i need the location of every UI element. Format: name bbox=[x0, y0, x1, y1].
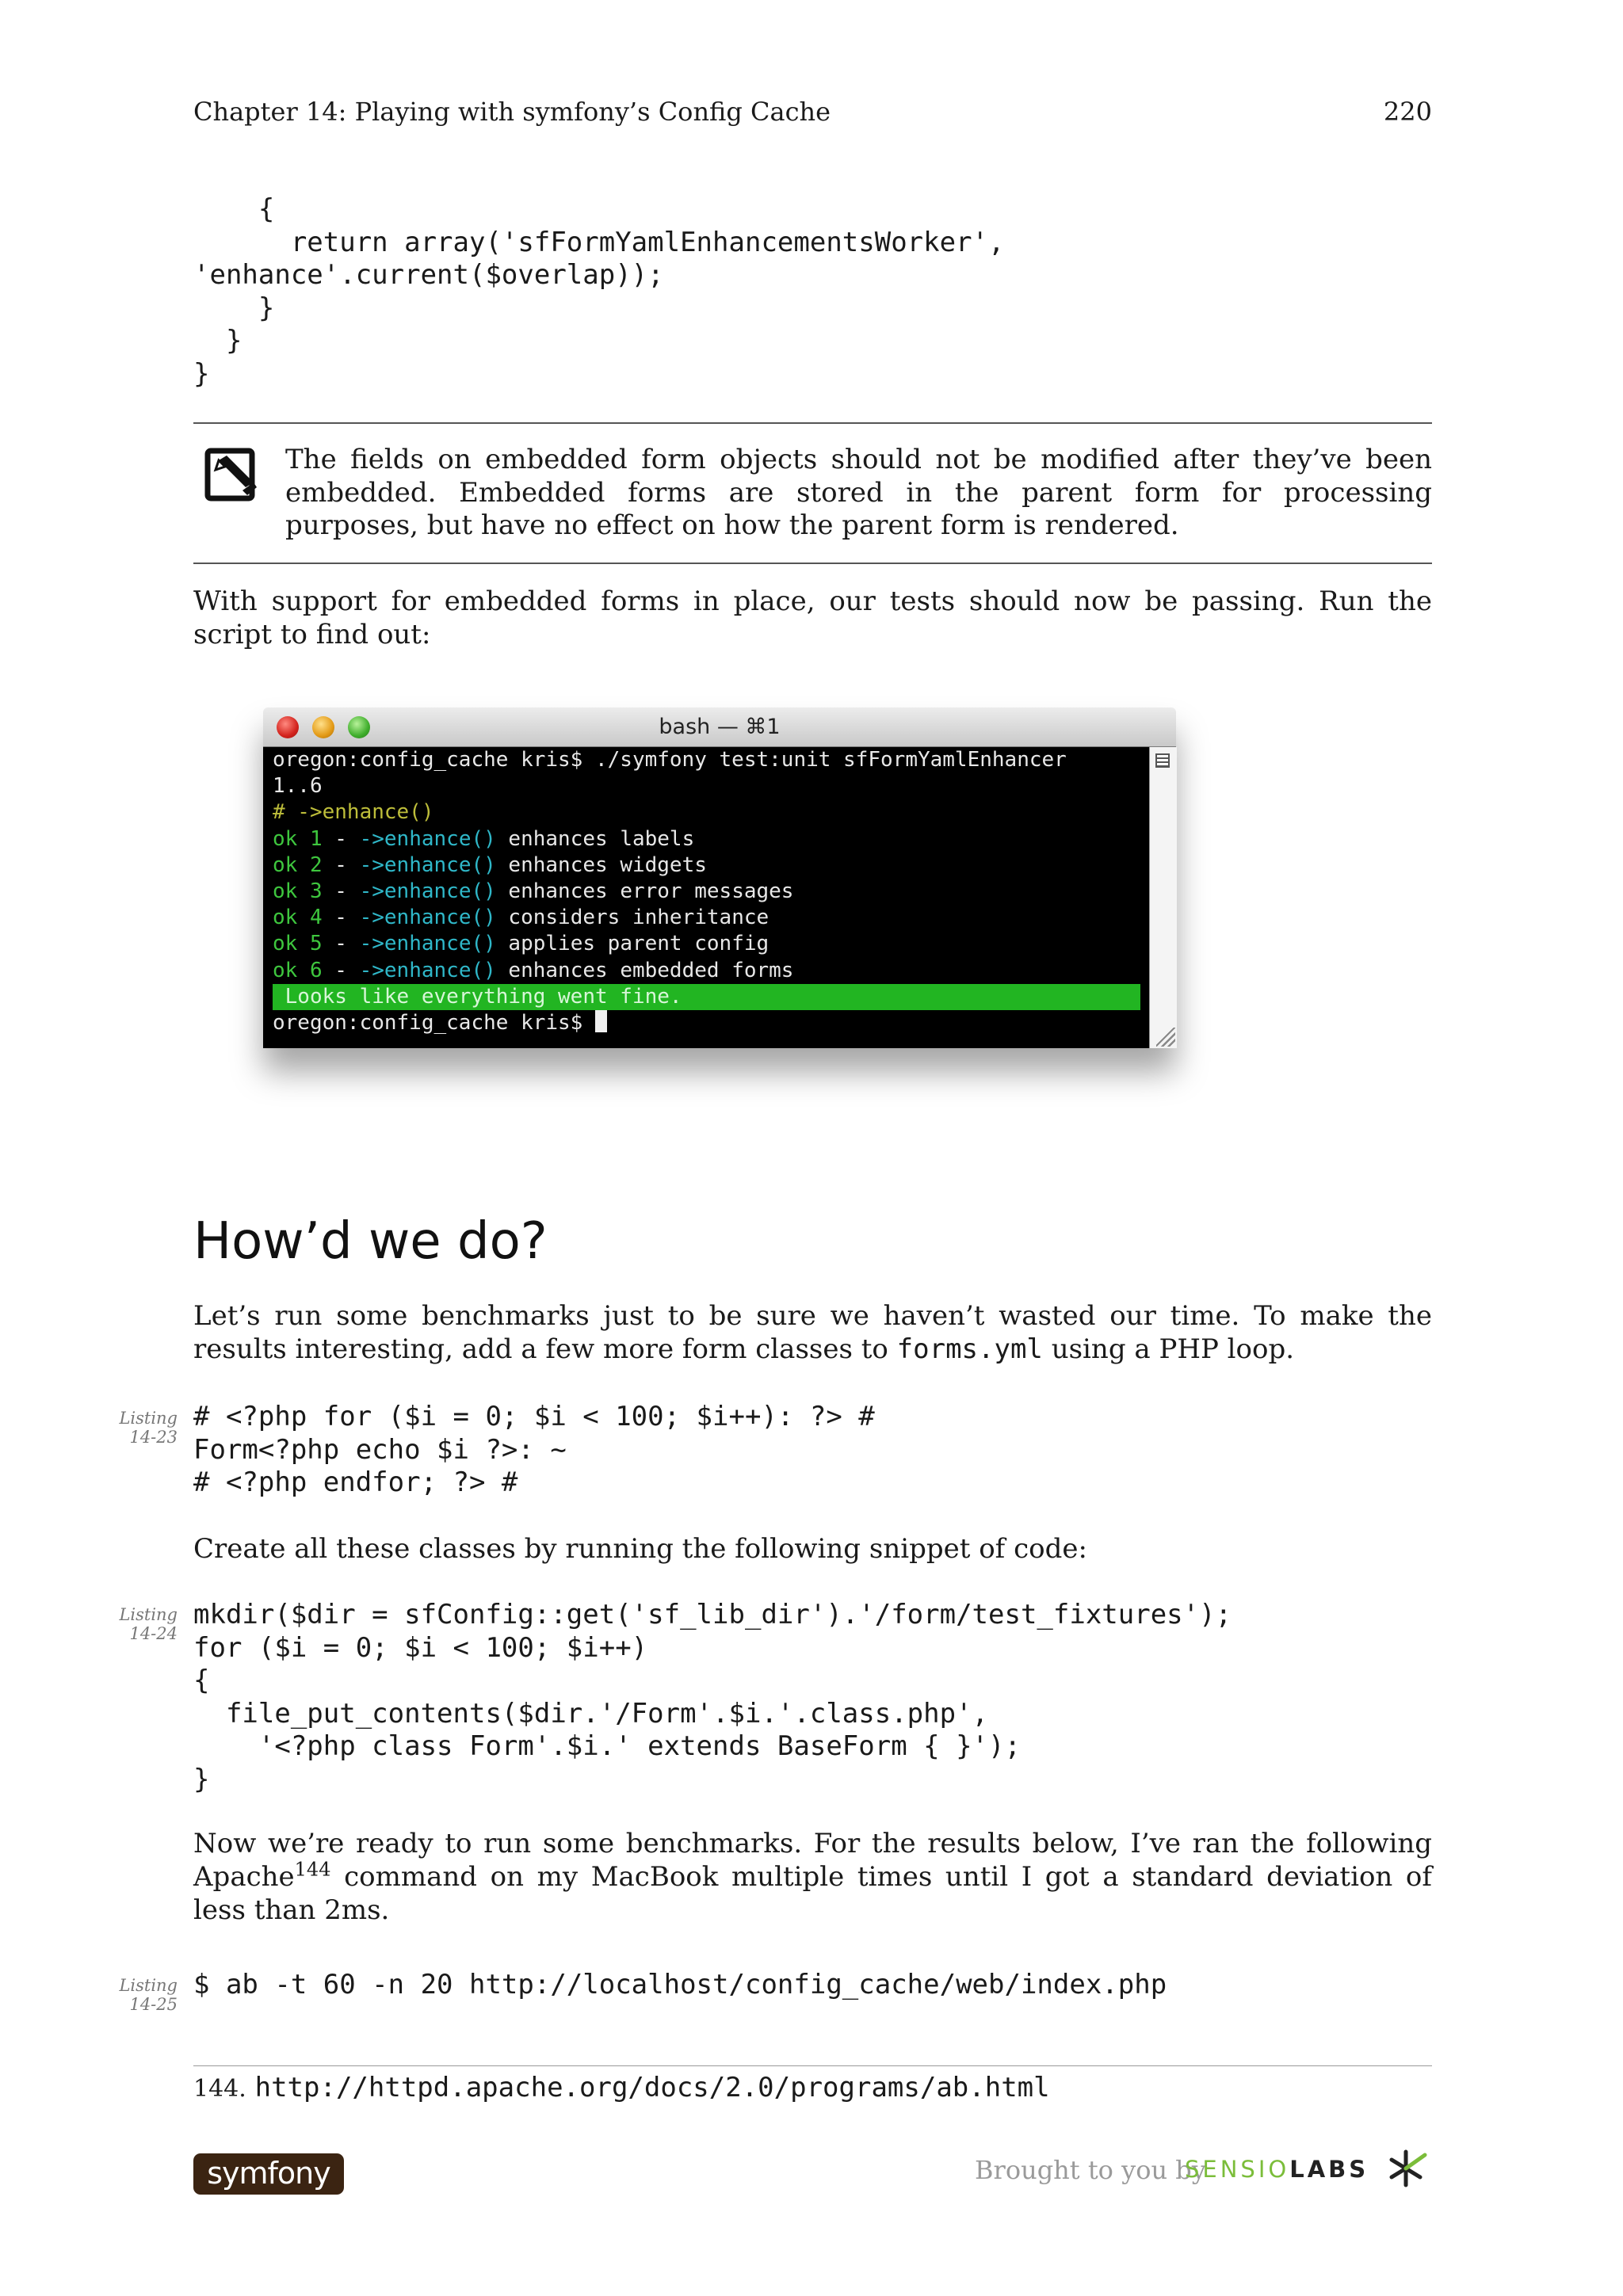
pencil-note-icon bbox=[204, 446, 258, 503]
code-line: } bbox=[193, 357, 210, 390]
code-line: { bbox=[193, 1665, 210, 1696]
code-line: file_put_contents($dir.'/Form'.$i.'.class.php', bbox=[193, 1697, 989, 1730]
code-line: Form<?php echo $i ?>: ~ bbox=[193, 1433, 567, 1466]
code-line: 'enhance'.current($overlap)); bbox=[193, 259, 664, 291]
page-number: 220 bbox=[1383, 97, 1432, 127]
brought-to-you-text: Brought to you by bbox=[975, 2155, 1206, 2185]
listing-label: Listing 14-23 bbox=[119, 1409, 178, 1447]
code-line: for ($i = 0; $i < 100; $i++) bbox=[193, 1631, 648, 1664]
paragraph: Now we’re ready to run some benchmarks. For the results below, I’ve ran the following Apache$^{144}$ command on my MacBook multiple times until I got a standard deviation of less than 2ms. bbox=[193, 1828, 1432, 1926]
terminal-title: bash — ⌘1 bbox=[659, 715, 781, 739]
terminal-scrollbar bbox=[1149, 747, 1177, 1048]
resize-grip-icon bbox=[1156, 1028, 1175, 1047]
terminal-line: # ->enhance() bbox=[273, 800, 434, 825]
terminal-test-line: ok 4 - ->enhance() considers inheritance bbox=[273, 906, 769, 930]
terminal-window bbox=[263, 707, 1176, 1048]
code-block-top bbox=[193, 193, 1005, 391]
paragraph: Let’s run some benchmarks just to be sure we haven’t wasted our time. To make the results interesting, add a few more form classes to forms.yml using a PHP loop. bbox=[193, 1300, 1432, 1365]
footnote-ref[interactable]: 144 bbox=[294, 1858, 331, 1881]
terminal-line: 1..6 bbox=[273, 774, 323, 799]
listing-label: Listing 14-25 bbox=[119, 1976, 178, 2014]
paragraph: With support for embedded forms in place, our tests should now be passing. Run the script to find out: bbox=[193, 585, 1432, 650]
code-line: # <?php for ($i = 0; $i < 100; $i++): ?> # bbox=[193, 1401, 875, 1432]
terminal-cursor bbox=[595, 1010, 607, 1032]
note-text: The fields on embedded form objects should not be modified after they’ve been embedded. Embedded forms are stored in the parent form for processing purposes, but have no effect on how the parent form is rendered. bbox=[285, 444, 1432, 541]
code-listing-14-24 bbox=[193, 1599, 1232, 1796]
terminal-success-banner: Looks like everything went fine. bbox=[273, 984, 1140, 1010]
symfony-logo: symfony bbox=[193, 2153, 344, 2195]
code-line: $ ab -t 60 -n 20 http://localhost/config_cache/web/index.php bbox=[193, 1969, 1167, 2000]
note-divider-bottom bbox=[193, 563, 1432, 564]
inline-code: forms.yml bbox=[896, 1333, 1043, 1365]
terminal-prompt: oregon:config_cache kris$ bbox=[273, 1010, 1140, 1036]
code-line: } bbox=[193, 1763, 210, 1795]
code-line: } bbox=[193, 292, 275, 324]
code-line: { bbox=[193, 193, 275, 225]
footnote-link[interactable]: http://httpd.apache.org/docs/2.0/programs/ab.html bbox=[254, 2072, 1050, 2103]
terminal-line: oregon:config_cache kris$ ./symfony test:unit sfFormYamlEnhancer bbox=[273, 748, 1067, 772]
terminal-test-line: ok 1 - ->enhance() enhances labels bbox=[273, 826, 695, 851]
footnote bbox=[193, 2072, 1050, 2103]
code-listing-14-23 bbox=[193, 1401, 875, 1500]
footnote-number: 144. bbox=[193, 2075, 246, 2103]
sensiolabs-star-icon bbox=[1388, 2149, 1430, 2188]
code-line: return array('sfFormYamlEnhancementsWorker', bbox=[193, 226, 1005, 258]
note-divider-top bbox=[193, 422, 1432, 424]
code-line: '<?php class Form'.$i.' extends BaseForm { }'); bbox=[193, 1730, 1021, 1762]
listing-label: Listing 14-24 bbox=[119, 1605, 178, 1643]
terminal-test-line: ok 5 - ->enhance() applies parent config bbox=[273, 932, 769, 956]
section-heading: How’d we do? bbox=[193, 1212, 548, 1271]
paragraph: Create all these classes by running the following snippet of code: bbox=[193, 1533, 1087, 1565]
terminal-test-line: ok 6 - ->enhance() enhances embedded forms bbox=[273, 958, 794, 982]
terminal-test-line: ok 3 - ->enhance() enhances error messages bbox=[273, 879, 794, 903]
terminal-test-line: ok 2 - ->enhance() enhances widgets bbox=[273, 852, 707, 877]
code-listing-14-25 bbox=[193, 1969, 1167, 2002]
footnote-divider bbox=[193, 2065, 1432, 2066]
chapter-title: Chapter 14: Playing with symfony’s Config Cache bbox=[193, 97, 831, 127]
terminal-titlebar bbox=[263, 707, 1176, 747]
code-line: } bbox=[193, 325, 242, 357]
code-line: mkdir($dir = sfConfig::get('sf_lib_dir').'/form/test_fixtures'); bbox=[193, 1599, 1232, 1630]
scroll-menu-icon bbox=[1155, 753, 1170, 768]
code-line: # <?php endfor; ?> # bbox=[193, 1466, 518, 1498]
sensiolabs-logo: SENSIOLABS bbox=[1185, 2156, 1369, 2183]
